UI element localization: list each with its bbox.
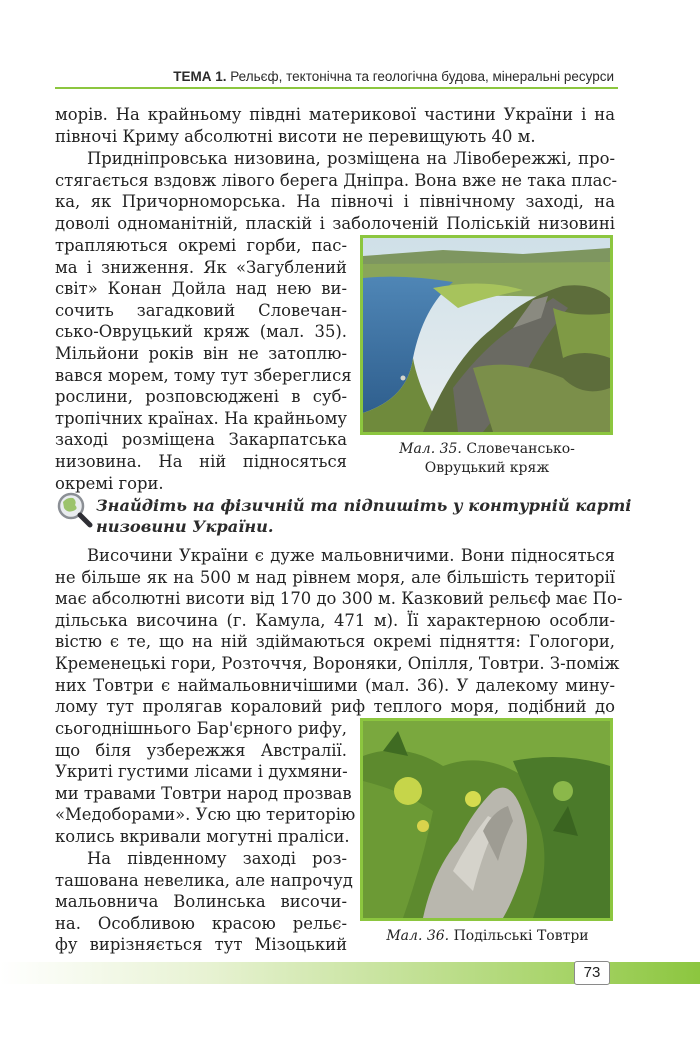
text-line: ка, як Причорноморська. На півночі і північному заході, на [55, 192, 615, 212]
paragraph-2 [55, 148, 618, 234]
text-line: доволі одноманітній, пласкій і заболоченій Поліській низовині [55, 213, 615, 233]
topic-label: ТЕМА 1. [173, 69, 227, 84]
running-header [0, 63, 700, 93]
text-line: Височини України є дуже мальовничими. Вони підносяться [87, 546, 615, 565]
text-line: вався морем, тому тут збереглися [55, 365, 352, 385]
text-line: лому тут пролягав кораловий риф теплого моря, подібний до [55, 697, 615, 717]
text-line: дільська височина (г. Камула, 471 м). Її характерною особли- [55, 610, 615, 630]
text-line: ма і зниження. Як «Загублений [55, 257, 347, 277]
task-instruction [96, 495, 632, 537]
text-line: сьогоднішнього Бар'єрного рифу, [55, 719, 347, 738]
limestone-cliff-image [363, 721, 610, 918]
figure-36-caption-text: Подільські Товтри [453, 928, 589, 944]
text-line: окремі гори. [55, 473, 164, 493]
text-line: ташована невелика, але напрочуд [55, 870, 353, 890]
topic-title: Рельєф, тектонічна та геологічна будова, мінеральні ресурси [230, 69, 614, 84]
paragraph-4-column [55, 848, 353, 956]
text-line: заході розміщена Закарпатська [55, 430, 347, 450]
task-line: низовини України. [96, 517, 274, 536]
text-line: світ» Конан Дойла над нею ви- [55, 279, 347, 299]
paragraph-3-column [55, 718, 356, 848]
text-line: колись вкривали могутні праліси. [55, 826, 350, 846]
text-line: сочить загадковий Словечан- [55, 300, 347, 320]
paragraph-1 [55, 104, 615, 147]
text-line: трапляються окремі горби, пас- [55, 236, 347, 255]
text-line: на. Особливою красою рельє- [55, 913, 347, 933]
figure-35-caption-line2: Овруцький кряж [424, 460, 550, 476]
figure-35-caption-line1: Словечансько- [466, 441, 575, 457]
text-line: Кременецькі гори, Розточчя, Вороняки, Опілля, Товтри. З-поміж [55, 653, 620, 673]
text-line: Придніпровська низовина, розміщена на Лівобережжі, про- [87, 149, 615, 168]
text-line: На південному заході роз- [87, 849, 347, 868]
figure-35-label: Мал. 35. [399, 441, 462, 457]
text-line: стягається вздовж лівого берега Дніпра. Вона вже не така плас- [55, 170, 618, 190]
text-line: Мільйони років він не затоплю- [55, 343, 347, 363]
figure-36-label: Мал. 36. [386, 928, 450, 944]
magnifier-icon [55, 491, 95, 529]
task-line: Знайдіть на фізичній та підпишіть у контурній карті [96, 496, 632, 515]
text-line: Укриті густими лісами і духмяни- [55, 762, 348, 782]
river-cliff-image [363, 238, 610, 432]
text-line: них Товтри є наймальовничішими (мал. 36). У далекому мину- [55, 675, 615, 695]
text-line: сько-Овруцький кряж (мал. 35). [55, 322, 347, 342]
figure-36-caption [370, 927, 605, 946]
page-number: 73 [574, 961, 610, 985]
text-line: ми травами Товтри народ прозвав [55, 783, 352, 803]
header-text [173, 69, 614, 84]
text-line: низовина. На ній підносяться [55, 451, 347, 471]
text-line: рослини, розповсюджені в суб- [55, 387, 347, 407]
paragraph-3 [55, 545, 623, 718]
text-line: що біля узбережжя Австралії. [55, 740, 347, 760]
header-rule [55, 87, 618, 89]
text-line: «Медоборами». Усю цю територію [55, 805, 356, 825]
text-line: мальовнича Волинська височи- [55, 892, 347, 912]
paragraph-2-column [55, 235, 352, 494]
figure-35-caption [372, 440, 602, 478]
text-line: вістю є те, що на ній здіймаються окремі підняття: Гологори, [55, 632, 615, 652]
text-line: тропічних країнах. На крайньому [55, 408, 347, 428]
text-line: півночі Криму абсолютні висоти не перевищують 40 м. [55, 126, 536, 146]
text-line: морів. На крайньому півдні материкової частини України і на [55, 105, 615, 124]
figure-36-photo [360, 718, 613, 921]
text-line: фу вирізняється тут Мізоцький [55, 935, 347, 955]
figure-35-photo [360, 235, 613, 435]
text-line: має абсолютні висоти від 170 до 300 м. Казковий рельєф має По- [55, 589, 623, 609]
text-line: не більше як на 500 м над рівнем моря, але більшість території [55, 567, 615, 587]
